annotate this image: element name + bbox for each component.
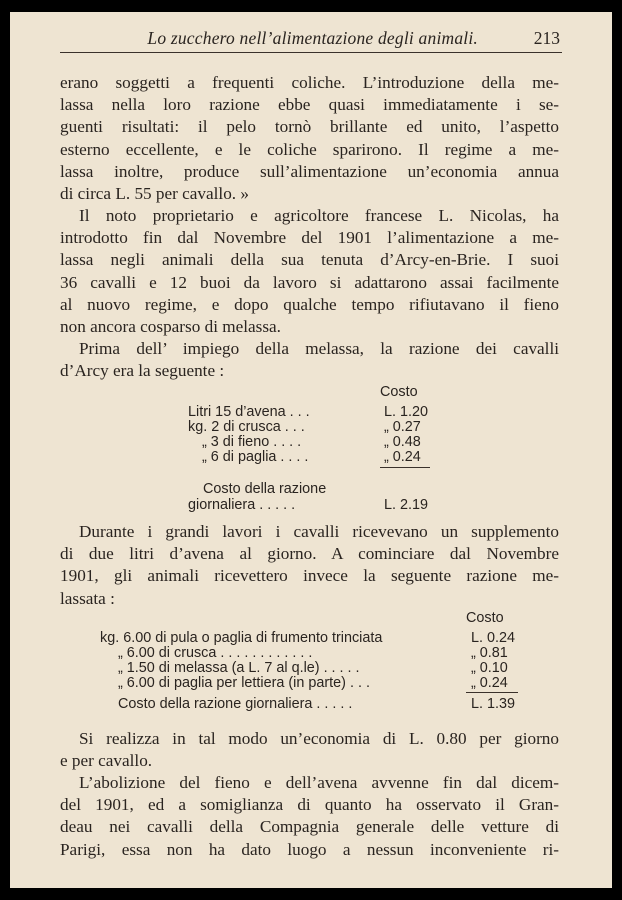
total-value: L. 1.39	[471, 696, 516, 712]
row-label: Costo della razione	[203, 481, 327, 497]
text-line: 1901, gli animali ricevettero invece la seguente razione me-	[60, 566, 559, 586]
text-line: Durante i grandi lavori i cavalli ricevevano un supplemento	[79, 522, 559, 541]
text-line: lassata :	[60, 588, 115, 608]
row-label: Costo della razione giornaliera . . . . .	[118, 696, 353, 712]
text-line: introdotto fin dal Novembre del 1901 l’alimentazione a me-	[60, 228, 559, 248]
text-line: lassa inoltre, produce sull’alimentazione un’economia annua	[60, 161, 559, 181]
paragraph-4	[60, 521, 559, 610]
paragraph-2	[60, 205, 559, 338]
header-rule	[60, 52, 562, 53]
ration-table-after	[60, 610, 559, 720]
row-label: kg. 6.00 di pula o paglia di frumento trinciata	[100, 630, 383, 646]
paragraph-3	[60, 338, 559, 382]
text-line: deau nei cavalli della Compagnia generale delle vetture di	[60, 817, 559, 837]
text-line: 36 cavalli e 12 buoi da lavoro si adattarono assai facilmente	[60, 272, 559, 292]
row-value: „ 0.27	[384, 419, 421, 435]
row-label: Litri 15 d’avena . . .	[188, 404, 310, 420]
text-line: Si realizza in tal modo un’economia di L. 0.80 per giorno	[79, 729, 559, 748]
text-line: Parigi, essa non ha dato luogo a nessun inconveniente ri-	[60, 839, 559, 859]
text-line: d’Arcy era la seguente :	[60, 361, 225, 381]
text-line: Prima dell’ impiego della melassa, la razione dei cavalli	[79, 339, 559, 358]
text-line: L’abolizione del fieno e dell’avena avvenne fin dal dicem-	[79, 773, 559, 792]
paragraph-1	[60, 72, 559, 205]
text-line: di due litri d’avena al giorno. A cominciare dal Novembre	[60, 544, 559, 564]
sum-rule	[380, 467, 430, 468]
total-value: L. 2.19	[384, 497, 429, 513]
text-line: lassa nella loro razione ebbe quasi immediatamente i se-	[60, 95, 559, 115]
text-line: guenti risultati: il pelo tornò brillante ed unito, l’aspetto	[60, 117, 559, 137]
row-value: „ 0.10	[471, 660, 508, 676]
running-head	[62, 28, 560, 50]
text-line: lassa negli animali della sua tenuta d’Arcy-en-Brie. I suoi	[60, 250, 559, 270]
row-value: „ 0.24	[471, 675, 508, 691]
row-label: kg. 2 di crusca . . .	[188, 419, 305, 435]
text-line: Il noto proprietario e agricoltore francese L. Nicolas, ha	[79, 206, 559, 225]
text-line: esterno eccellente, e le coliche sparirono. Il regime a me-	[60, 139, 559, 159]
row-label: „ 1.50 di melassa (a L. 7 al q.le) . . . . .	[118, 660, 360, 676]
row-value: „ 0.81	[471, 645, 508, 661]
page-number: 213	[533, 28, 560, 48]
text-line: erano soggetti a frequenti coliche. L’introduzione della me-	[60, 73, 559, 92]
text-line: del 1901, ed a somiglianza di quanto ha osservato il Gran-	[60, 795, 559, 815]
row-label: „ 6.00 di crusca . . . . . . . . . . . .	[118, 645, 313, 661]
running-title: Lo zucchero nell’alimentazione degli animali.	[147, 28, 478, 48]
book-page	[10, 12, 612, 888]
paragraph-6	[60, 772, 559, 861]
row-value: L. 0.24	[471, 630, 516, 646]
ration-table-before	[60, 384, 559, 513]
sum-rule	[466, 692, 518, 693]
row-label: „ 6 di paglia . . . .	[202, 449, 309, 465]
row-label: giornaliera . . . . .	[188, 497, 296, 513]
row-label: „ 6.00 di paglia per lettiera (in parte) . . .	[118, 675, 370, 691]
row-value: L. 1.20	[384, 404, 429, 420]
row-label: „ 3 di fieno . . . .	[202, 434, 302, 450]
text-line: non ancora cosparso di melassa.	[60, 317, 281, 337]
cost-column-header: Costo	[466, 610, 504, 626]
paragraph-5	[60, 728, 559, 772]
text-line: e per cavallo.	[60, 751, 153, 771]
row-value: „ 0.48	[384, 434, 421, 450]
text-line: al nuovo regime, e dopo qualche tempo rifiutavano il fieno	[60, 294, 559, 314]
text-line: di circa L. 55 per cavallo. »	[60, 184, 249, 204]
cost-column-header: Costo	[380, 384, 418, 400]
row-value: „ 0.24	[384, 449, 421, 465]
